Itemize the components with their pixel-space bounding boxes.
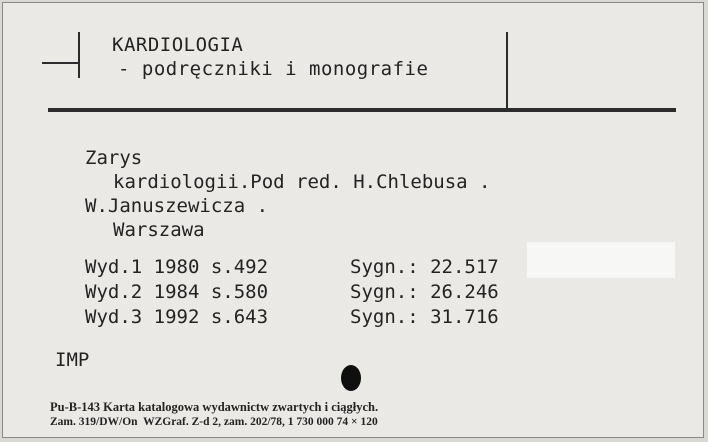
- header-corner-rule: [42, 62, 78, 64]
- header-bottom-rule: [48, 108, 676, 112]
- subject-heading: KARDIOLOGIA: [112, 34, 244, 56]
- edition-row-3: Wyd.3 1992 s.643: [85, 306, 269, 328]
- signature-row-1: Sygn.: 22.517: [350, 256, 499, 278]
- header-right-divider: [506, 32, 508, 108]
- signature-row-2: Sygn.: 26.246: [350, 281, 499, 303]
- signature-row-3: Sygn.: 31.716: [350, 306, 499, 328]
- entry-title-line1: Zarys: [85, 147, 143, 169]
- footer-line1: Pu-B-143 Karta katalogowa wydawnictw zwartych i ciągłych.: [50, 400, 379, 414]
- footer-line2: Zam. 319/DW/On WZGraf. Z-d 2, zam. 202/78, 1 730 000 74 × 120: [50, 416, 378, 428]
- edition-row-1: Wyd.1 1980 s.492: [85, 256, 269, 278]
- header-left-divider: [78, 32, 80, 78]
- entry-place: Warszawa: [113, 219, 205, 241]
- punch-hole: [341, 365, 361, 391]
- edition-row-2: Wyd.2 1984 s.580: [85, 281, 269, 303]
- imp-label: IMP: [55, 349, 90, 371]
- subject-subheading: - podręczniki i monografie: [118, 58, 429, 80]
- correction-tape: [527, 242, 675, 278]
- entry-title-line2: kardiologii.Pod red. H.Chlebusa .: [113, 171, 491, 193]
- entry-title-line3: W.Januszewicza .: [85, 195, 269, 217]
